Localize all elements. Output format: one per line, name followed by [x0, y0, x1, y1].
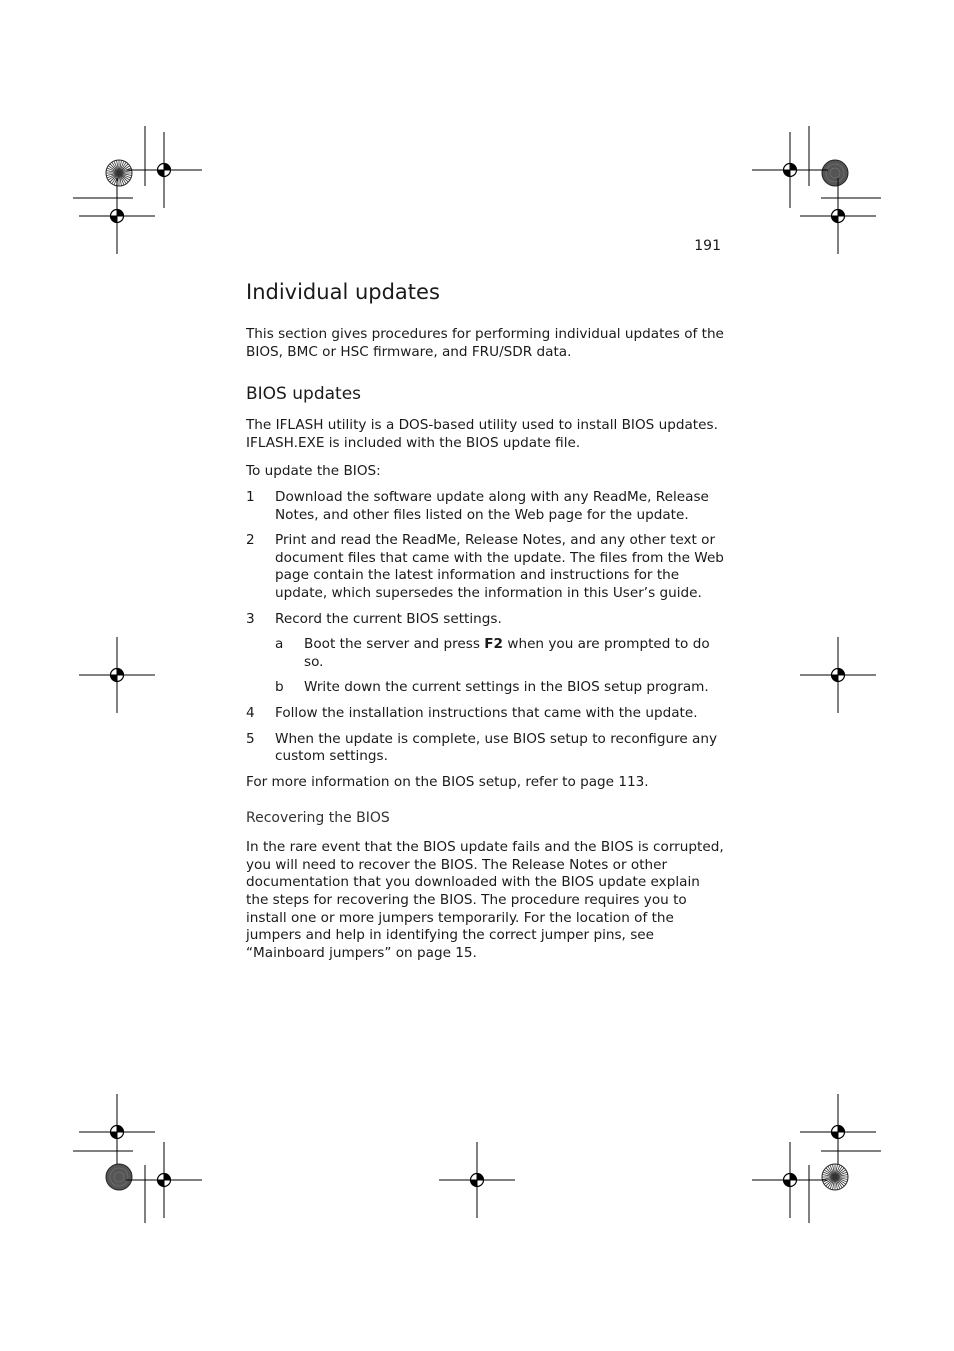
list-item: [246, 731, 726, 766]
substep-letter: b: [275, 679, 284, 696]
intro-paragraph: This section gives procedures for performing individual updates of the BIOS, BMC or HSC firmware, and FRU/SDR data.: [246, 326, 724, 360]
list-item: [246, 532, 726, 602]
key-f2: F2: [484, 636, 504, 653]
bios-section-title: BIOS updates: [246, 384, 362, 405]
step-number: 3: [246, 610, 255, 627]
substep-letter: a: [275, 636, 284, 653]
substep-text: Write down the current settings in the BIOS setup program.: [304, 679, 709, 696]
recovery-paragraph: In the rare event that the BIOS update fails and the BIOS is corrupted, you will need to recover the BIOS. The Release Notes or other documentation that you downloaded with the BIOS update explain the steps for recovering the BIOS. The procedure requires you to install one or more jumpers temporarily. For the location of the jumpers and help in identifying the correct jumper pins, see “Mainboard jumpers” on page 15.: [246, 839, 724, 961]
step-number: 2: [246, 532, 255, 549]
step-number: 4: [246, 704, 255, 721]
step-text: Download the software update along with any ReadMe, Release Notes, and other files listed on the Web page for the update.: [275, 488, 709, 523]
list-item: [246, 611, 726, 629]
sub-list-item: [275, 679, 726, 697]
bios-setup-note: For more information on the BIOS setup, refer to page 113.: [246, 773, 649, 790]
page-content: [246, 278, 726, 962]
step-text: Print and read the ReadMe, Release Notes, and any other text or document files that came with the update. The files from the Web page contain the latest information and instructions for the update, which supersedes the information in this User’s guide.: [275, 532, 724, 601]
step-text: When the update is complete, use BIOS setup to reconfigure any custom settings.: [275, 730, 718, 765]
step-text: Record the current BIOS settings.: [275, 610, 502, 627]
step-text: Follow the installation instructions that came with the update.: [275, 704, 698, 721]
substep-text-after: when you are prompted to do so.: [304, 636, 710, 670]
page-title: Individual updates: [246, 280, 440, 304]
step-number: 1: [246, 488, 255, 505]
recovery-title: Recovering the BIOS: [246, 810, 390, 827]
list-item: [246, 489, 726, 524]
bios-paragraph: The IFLASH utility is a DOS-based utility used to install BIOS updates. IFLASH.EXE is included with the BIOS update file.: [246, 417, 718, 451]
step-number: 5: [246, 730, 255, 747]
list-item: [246, 705, 726, 723]
page-number: 191: [694, 238, 721, 254]
sub-list-item: [275, 636, 726, 671]
substep-text: [304, 636, 726, 671]
bios-lead: To update the BIOS:: [246, 463, 381, 480]
substep-text-before: Boot the server and press: [304, 636, 485, 653]
